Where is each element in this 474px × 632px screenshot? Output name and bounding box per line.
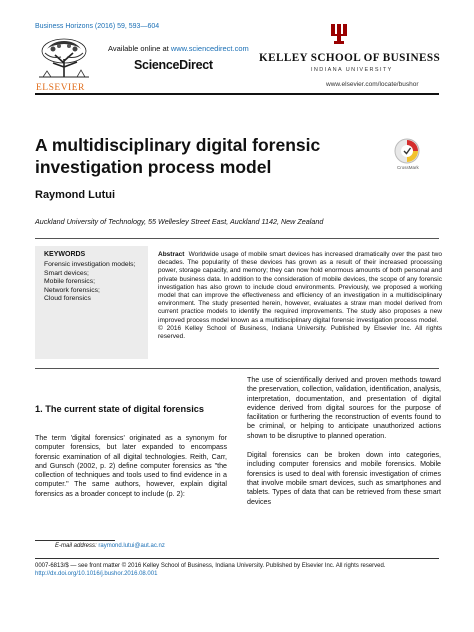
header-rule [35, 93, 439, 95]
keyword-item: Network forensics; [44, 286, 100, 294]
email-label: E-mail address: [55, 543, 99, 549]
crossmark-label: CrossMark [397, 165, 419, 170]
available-prefix: Available online at [108, 44, 171, 53]
iu-trident-logo [328, 22, 350, 46]
keyword-item: Smart devices; [44, 269, 89, 277]
body-right-column [247, 376, 441, 507]
sciencedirect-wordmark: ScienceDirect [134, 58, 213, 72]
keyword-item: Forensic investigation models; [44, 261, 136, 268]
doi-link[interactable]: http://dx.doi.org/10.1016/j.bushor.2016.08.001 [35, 571, 158, 577]
author-name: Raymond Lutui [35, 189, 116, 201]
keywords-title: KEYWORDS [44, 251, 86, 258]
footnote-rule [35, 540, 115, 541]
article-title: A multidisciplinary digital forensic investigation process model [35, 135, 321, 177]
footer-rule [35, 558, 439, 559]
copyright-line: 0007-6813/$ — see front matter © 2016 Kelley School of Business, Indiana University. Published by Elsevier Inc. All rights reserved. [35, 563, 386, 569]
keyword-item: Cloud forensics [44, 295, 91, 302]
abstract-block [158, 251, 442, 341]
author-email [55, 543, 165, 549]
journal-reference: Business Horizons (2016) 59, 593—604 [35, 23, 160, 30]
email-link[interactable]: raymond.lutui@aut.ac.nz [98, 543, 165, 549]
abstract-label: Abstract [158, 251, 185, 258]
available-online [108, 44, 249, 53]
footer-copyright [35, 562, 386, 578]
university-name: INDIANA UNIVERSITY [311, 67, 393, 73]
school-name: KELLEY SCHOOL OF BUSINESS [259, 52, 441, 64]
abstract-top-rule [35, 238, 439, 239]
sciencedirect-link[interactable]: www.sciencedirect.com [170, 44, 249, 53]
crossmark-icon[interactable] [393, 137, 421, 165]
elsevier-tree-logo [33, 37, 95, 81]
body-paragraph: Digital forensics can be broken down into categories, including computer forensics and mobile forensics. Mobile forensics is used to deal with forensic investigation of crimes that involve mobile smart devices, such as smartphones and tablets. Types of data that can be retrieved from these smart devices [247, 451, 441, 506]
abstract-bottom-rule [35, 368, 439, 369]
abstract-text: Worldwide usage of mobile smart devices has increased dramatically over the past two decades. The popularity of these devices has grown as a result of their increased processing power, storage capacity, and memory; they can now hold enormous amounts of both personal and private business data. In addition to the consideration of mobile devices, the scope of any forensic investigation has also grown to include cloud environments. Previously, we proposed a working model that can improve the effectiveness and efficiency of an investigation in a multidisciplinary environment. The study presented herein, however, evaluates a straw man model derived from current practice models to identify the required improvements. The study also proposes a new improved process model known as a multidisciplinary digital forensic investigation process model. [158, 251, 442, 324]
section-heading: 1. The current state of digital forensics [35, 404, 204, 414]
block-quote: The use of scientifically derived and proven methods toward the preservation, collection, validation, identification, analysis, interpretation, documentation, and presentation of digital evidence derived from digital sources for the purpose of facilitation or furthering the reconstruction of events found to be criminal, or helping to anticipate unauthorized actions shown to be disruptive to planned operation. [247, 376, 441, 440]
journal-url[interactable]: www.elsevier.com/locate/bushor [326, 81, 419, 88]
abstract-copyright: © 2016 Kelley School of Business, Indiana University. Published by Elsevier Inc. All rights reserved. [158, 324, 442, 341]
body-left-column [35, 434, 227, 499]
body-paragraph: The term 'digital forensics' originated as a synonym for computer forensics, but later expanded to encompass forensic examination of all digital technologies. Reith, Carr, and Gunsch (2002, p. 2) define computer forensics as "the collection of techniques and tools used to find evidence in a computer." The same authors, however, explain digital forensics as a broader concept to include (p. 2): [35, 434, 227, 498]
publisher-name: ELSEVIER [36, 83, 85, 93]
keyword-item: Mobile forensics; [44, 278, 95, 285]
author-affiliation: Auckland University of Technology, 55 Wellesley Street East, Auckland 1142, New Zealand [35, 217, 324, 226]
keywords-list [44, 261, 135, 304]
